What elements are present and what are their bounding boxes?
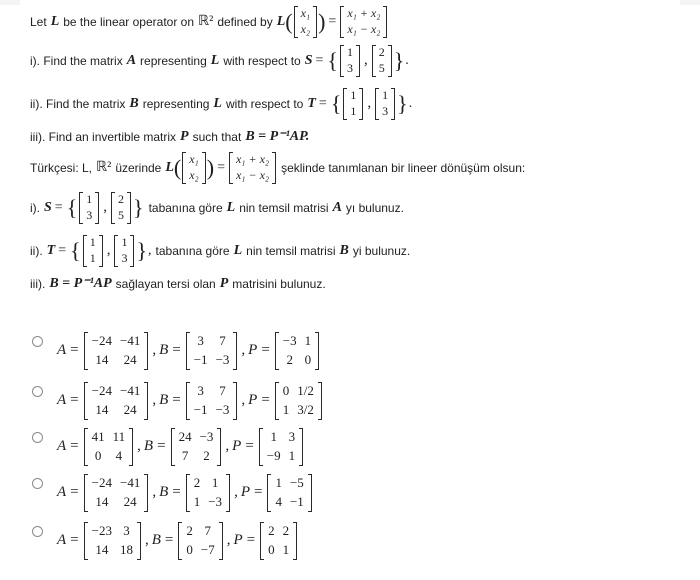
radio-button[interactable] [32, 432, 43, 443]
radio-button[interactable] [32, 478, 43, 489]
image-column-vector: x₁ + x₂ x₁ − x₂ [340, 6, 387, 38]
space-symbol: ℝ² [198, 13, 214, 29]
radio-button[interactable] [32, 386, 43, 397]
option-5[interactable]: A = −23 3 14 18 , B = 2 7 0 −7 , P = 2 2 0 1 [32, 522, 298, 560]
intro-line: Let L be the linear operator on ℝ² defined by L ( x₁ x₂ ) = x₁ + x₂ x₁ − x₂ [30, 6, 388, 38]
matrix-B: 3 7 −1 −3 [186, 382, 238, 420]
basis-vector: 1 3 [114, 235, 134, 267]
radio-button[interactable] [32, 336, 43, 347]
x-column-vector: x₁ x₂ [182, 152, 206, 184]
intro-text: Let [30, 14, 47, 29]
matrix-A: −24 −41 14 24 [84, 332, 149, 370]
option-1[interactable]: A = −24 −41 14 24 , B = 3 7 −1 −3 , P = −3 1 2 0 [32, 332, 320, 370]
part-i-tr: i). S = { 1 3 , 2 5 } tabanına göre L nin temsil matrisi A yı bulunuz. [30, 192, 404, 222]
matrix-A: −24 −41 14 24 [84, 382, 149, 420]
intro-text: be the linear operator on [63, 14, 195, 29]
option-4[interactable]: A = −24 −41 14 24 , B = 2 1 1 −3 , P = 1 −5 4 −1 [32, 474, 313, 512]
question-card [20, 0, 680, 580]
basis-vector: 2 5 [111, 192, 131, 224]
basis-vector: 1 3 [340, 45, 360, 77]
intro-text: defined by [217, 14, 273, 29]
matrix-P: −3 1 2 0 [275, 332, 319, 370]
matrix-P: 1 −5 4 −1 [267, 474, 311, 512]
operator-symbol: L [276, 13, 286, 29]
x-column-vector: x₁ x₂ [294, 6, 318, 38]
basis-vector: 1 3 [79, 192, 99, 224]
option-2[interactable]: A = −24 −41 14 24 , B = 3 7 −1 −3 , P = 0 1/2 1 3/2 [32, 382, 323, 420]
matrix-B: 2 7 0 −7 [178, 522, 222, 560]
matrix-A: −24 −41 14 24 [84, 474, 149, 512]
option-3[interactable]: A = 41 11 0 4 , B = 24 −3 7 2 , P = 1 3 −9 1 [32, 428, 304, 466]
basis-vector: 2 5 [372, 45, 392, 77]
part-i-en: i). Find the matrix A representing L with respect to S = { 1 3 , 2 5 } . [30, 45, 409, 75]
matrix-A: −23 3 14 18 [84, 522, 141, 560]
operator-symbol: L [50, 13, 60, 29]
matrix-B: 24 −3 7 2 [171, 428, 222, 466]
matrix-P: 0 1/2 1 3/2 [275, 382, 322, 420]
matrix-B: 2 1 1 −3 [186, 474, 230, 512]
matrix-B: 3 7 −1 −3 [186, 332, 238, 370]
matrix-A: 41 11 0 4 [84, 428, 134, 466]
part-ii-en: ii). Find the matrix B representing L with respect to T = { 1 1 , 1 3 } . [30, 88, 413, 118]
part-iii-en: iii). Find an invertible matrix P such that B = P⁻¹AP. [30, 129, 310, 144]
image-column-vector: x₁ + x₂ x₁ − x₂ [229, 152, 276, 184]
turkish-intro: Türkçesi: L, ℝ² üzerinde L ( x₁ x₂ ) = x₁ + x₂ x₁ − x₂ şeklinde tanımlanan bir lineer dönüşüm olsun: [30, 152, 526, 182]
basis-vector: 1 1 [343, 88, 363, 120]
matrix-P: 2 2 0 1 [260, 522, 297, 560]
basis-vector: 1 1 [83, 235, 103, 267]
part-ii-tr: ii). T = { 1 1 , 1 3 } , tabanına göre L nin temsil matrisi B yi bulunuz. [30, 235, 411, 265]
matrix-P: 1 3 −9 1 [259, 428, 303, 466]
radio-button[interactable] [32, 526, 43, 537]
basis-vector: 1 3 [375, 88, 395, 120]
part-iii-tr: iii). B = P⁻¹AP sağlayan tersi olan P matrisini bulunuz. [30, 276, 326, 291]
